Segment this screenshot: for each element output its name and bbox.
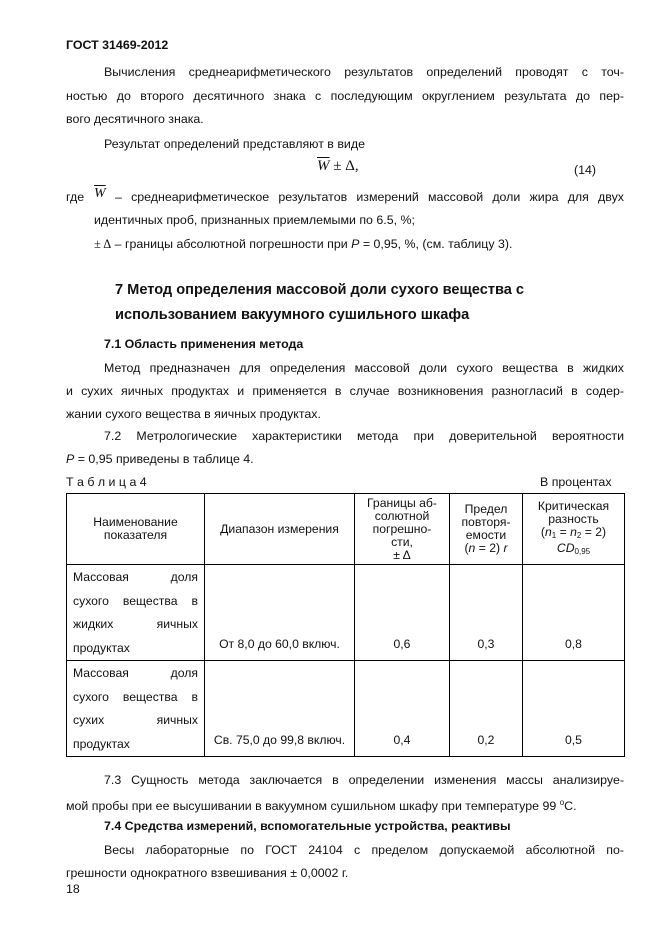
section-7-4-heading: 7.4 Средства измерений, вспомогательные устройства, реактивы bbox=[104, 819, 511, 833]
formula-comma: , bbox=[354, 158, 359, 174]
where-prefix: где bbox=[66, 190, 85, 204]
where-line-2: идентичных проб, признанных приемлемыми по 6.5, %; bbox=[94, 213, 415, 227]
row-1-bounds: 0,6 bbox=[355, 565, 450, 661]
section-7-1-heading: 7.1 Область применения метода bbox=[104, 337, 304, 351]
row-1-crit: 0,8 bbox=[523, 565, 625, 661]
th-name: Наименование показателя bbox=[67, 494, 205, 565]
formula-delta: Δ bbox=[345, 158, 355, 174]
calc-para-line-1: Вычисления среднеарифметического результатов определений проводят с точ- bbox=[104, 65, 624, 79]
s73-unit: С. bbox=[564, 799, 577, 813]
page-number: 18 bbox=[66, 882, 80, 896]
row-1-range: От 8,0 до 60,0 включ. bbox=[205, 565, 355, 661]
s73-line-2-text: мой пробы при ее высушивании в вакуумном сушильном шкафу при температуре 99 bbox=[66, 799, 557, 813]
row-2-crit: 0,5 bbox=[523, 661, 625, 757]
s71-line-1: Метод предназначен для определения массовой доли сухого вещества в жидких bbox=[104, 361, 624, 375]
th-range: Диапазон измерения bbox=[205, 494, 355, 565]
s73-degree: o bbox=[559, 798, 565, 807]
formula-number: (14) bbox=[574, 163, 597, 177]
where-var-w-bar: $\overline{W}$ bbox=[94, 186, 106, 201]
row-2-repeat: 0,2 bbox=[450, 661, 523, 757]
th-critical-difference: Критическая разность $(n_1 = n_2 = 2)$ $CD_{0,95}$ bbox=[523, 494, 625, 565]
where-delta-text-b: = 0,95, %, (см. таблицу 3). bbox=[362, 237, 513, 251]
s72-line-2 bbox=[66, 451, 254, 467]
table-row bbox=[67, 661, 625, 757]
table-row bbox=[67, 565, 625, 661]
row-2-bounds: 0,4 bbox=[355, 661, 450, 757]
th-bounds: Границы аб- солютной погрешно- сти, ± Δ bbox=[355, 494, 450, 565]
where-delta-symbol: ± Δ bbox=[94, 237, 112, 251]
row-2-range: Св. 75,0 до 99,8 включ. bbox=[205, 661, 355, 757]
section-7-title-line-1: 7 Метод определения массовой доли сухого вещества с bbox=[115, 282, 525, 298]
calc-para-line-3: вого десятичного знака. bbox=[66, 112, 204, 126]
s71-line-3: жании сухого вещества в яичных продуктах. bbox=[66, 407, 321, 421]
s73-line-1: 7.3 Сущность метода заключается в определении изменения массы анализируе- bbox=[104, 773, 624, 787]
formula-pm: ± bbox=[333, 158, 342, 174]
s74-line-2: грешности однократного взвешивания ± 0,0002 г. bbox=[66, 866, 349, 880]
th-repeatability: Предел повторя- емости (n = 2) r bbox=[450, 494, 523, 565]
formula-var-w-bar: $\overline{W}$ bbox=[317, 158, 330, 174]
s74-line-1: Весы лабораторные по ГОСТ 24104 с пределом допускаемой абсолютной по- bbox=[104, 843, 624, 857]
where-delta-text-a: – границы абсолютной погрешности при bbox=[114, 237, 348, 251]
where-delta-line bbox=[94, 236, 512, 252]
s72-p: P bbox=[66, 452, 75, 466]
table-header-row bbox=[67, 494, 625, 565]
row-2-name: Массовая доля сухого вещества в сухих яичных продуктах bbox=[67, 661, 205, 757]
formula-14 bbox=[317, 158, 359, 175]
table-caption: Т а б л и ц а 4 bbox=[66, 475, 147, 489]
doc-code-header: ГОСТ 31469-2012 bbox=[66, 38, 169, 52]
s73-line-2 bbox=[66, 795, 577, 814]
row-1-name: Массовая доля сухого вещества в жидких яичных продуктах bbox=[67, 565, 205, 661]
s72-rest: = 0,95 приведены в таблице 4. bbox=[77, 452, 254, 466]
section-7-title-line-2: использованием вакуумного сушильного шкафа bbox=[115, 307, 470, 323]
table-units: В процентах bbox=[540, 475, 612, 489]
calc-para-line-2: ностью до второго десятичного знака с последующим округлением результата до пер- bbox=[66, 89, 624, 103]
table-4 bbox=[66, 493, 625, 757]
where-delta-p: P bbox=[351, 237, 360, 251]
s71-line-2: и сухих яичных продуктах и применяется в случае возникновения разногласий в содер- bbox=[66, 384, 624, 398]
row-1-repeat: 0,3 bbox=[450, 565, 523, 661]
result-para: Результат определений представляют в виде bbox=[104, 137, 365, 151]
s72-line-1: 7.2 Метрологические характеристики метода при доверительной вероятности bbox=[104, 429, 624, 443]
where-line-1: – среднеарифметическое результатов измерений массовой доли жира для двух bbox=[115, 190, 624, 204]
